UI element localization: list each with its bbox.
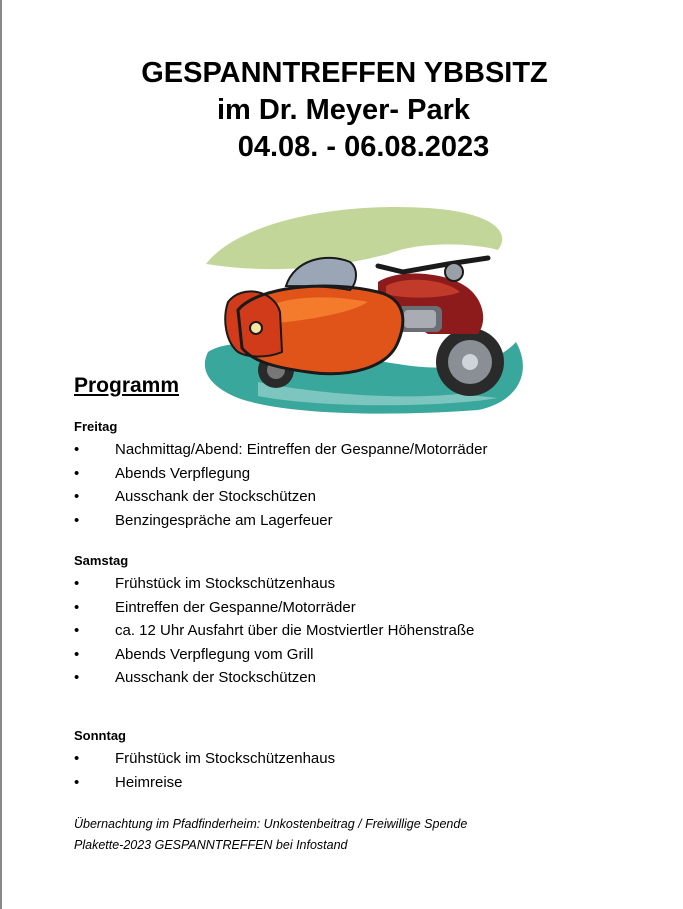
program-heading: Programm (74, 374, 180, 397)
bullet-icon: • (74, 441, 80, 458)
list-item: • Abends Verpflegung vom Grill (74, 643, 474, 667)
day-items (74, 572, 474, 690)
list-item: • Frühstück im Stockschützenhaus (74, 572, 474, 596)
list-item: • Ausschank der Stockschützen (74, 485, 487, 509)
event-location: im Dr. Meyer- Park (216, 94, 471, 126)
accommodation-note: Übernachtung im Pfadfinderheim: Unkostenbeitrag / Freiwillige Spende (74, 817, 468, 831)
list-item: • Nachmittag/Abend: Eintreffen der Gespanne/Motorräder (74, 438, 487, 462)
day-section-sunday (74, 728, 335, 794)
list-item: • Heimreise (74, 771, 335, 795)
day-items (74, 438, 487, 532)
event-title: GESPANNTREFFEN YBBSITZ (141, 57, 548, 89)
footer-notes (74, 814, 467, 856)
bullet-icon: • (74, 622, 80, 639)
bullet-icon: • (74, 488, 80, 505)
bullet-icon: • (74, 464, 80, 482)
day-title: Freitag (74, 419, 118, 434)
list-item: • Ausschank der Stockschützen (74, 666, 474, 690)
plaque-note: Plakette-2023 GESPANNTREFFEN bei Infostand (74, 838, 348, 852)
motorcycle-with-sidecar-icon (198, 202, 536, 416)
day-title: Samstag (74, 553, 129, 568)
bullet-icon: • (74, 669, 80, 686)
bullet-icon: • (74, 645, 80, 663)
list-item: • Benzingespräche am Lagerfeuer (74, 509, 487, 533)
day-section-friday (74, 419, 487, 532)
bullet-icon: • (74, 575, 80, 592)
bullet-icon: • (74, 750, 80, 767)
list-item: • Abends Verpflegung (74, 462, 487, 486)
bullet-icon: • (74, 773, 80, 791)
day-section-saturday (74, 553, 474, 690)
event-dates: 04.08. - 06.08.2023 (237, 131, 490, 163)
day-items (74, 747, 335, 794)
title-block (0, 55, 683, 166)
list-item: • Frühstück im Stockschützenhaus (74, 747, 335, 771)
day-title: Sonntag (74, 728, 126, 743)
list-item: • Eintreffen der Gespanne/Motorräder (74, 596, 474, 620)
bullet-icon: • (74, 511, 80, 529)
list-item: • ca. 12 Uhr Ausfahrt über die Mostviertler Höhenstraße (74, 619, 474, 643)
bullet-icon: • (74, 598, 80, 616)
